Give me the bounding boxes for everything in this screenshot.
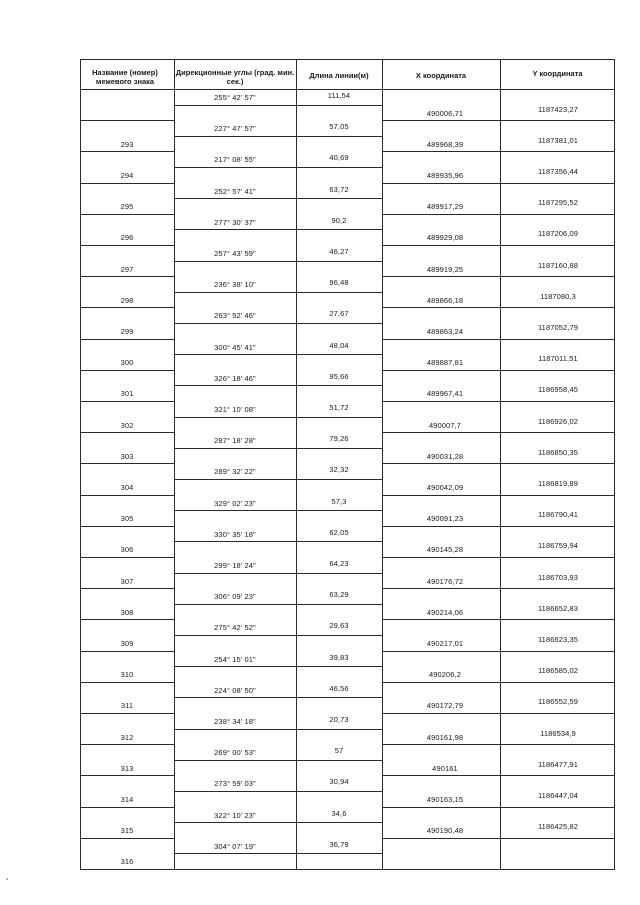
point-x: 490091,23 [426,514,464,524]
row-divider [174,261,382,262]
row-divider [80,651,174,652]
segment-angle: 326° 18' 46" [214,373,256,383]
segment-angle: 299° 18' 24" [214,561,256,570]
segment-length: 64,23 [329,559,349,568]
point-x: 489917,29 [426,202,464,212]
row-divider [80,588,174,589]
segment-length: 36,79 [329,839,349,849]
segment-length: 46,27 [329,247,349,256]
point-name: 306 [120,545,134,555]
table-border-bottom [80,869,615,870]
point-y: 1186850,35 [537,447,579,457]
point-name: 297 [120,264,134,274]
row-divider [382,838,615,839]
row-divider [80,463,174,464]
point-name: 312 [120,732,134,742]
row-divider [174,136,382,137]
point-x: 490161 [432,763,458,773]
segment-length: 90,2 [331,215,347,225]
column-divider [614,59,615,870]
row-divider [174,198,382,199]
row-divider [382,651,615,652]
segment-angle: 236° 38' 10" [214,280,256,290]
point-y: 1186703,93 [537,572,579,582]
point-x: 489935,96 [426,171,464,180]
point-x: 489919,25 [426,264,464,274]
segment-length: 27,67 [329,309,349,319]
segment-angle: 217° 08' 55" [214,155,256,165]
row-divider [80,744,174,745]
point-y: 1187295,52 [537,198,579,208]
point-x: 489863,24 [426,327,464,336]
segment-length: 46,56 [329,683,349,693]
row-divider [174,479,382,480]
point-x: 490206,2 [428,670,462,680]
row-divider [80,370,174,371]
segment-angle: 287° 18' 28" [214,436,256,446]
point-name: 296 [120,233,134,243]
segment-angle: 289° 32' 22" [214,467,256,477]
segment-length: 39,83 [329,652,349,662]
segment-length: 32,32 [329,465,349,475]
row-divider [174,729,382,730]
point-x: 490214,06 [426,607,464,617]
point-name: 315 [120,826,134,836]
point-x: 490042,09 [426,483,464,492]
point-y: 1187356,44 [537,167,579,176]
header-y: Y координата [532,69,583,78]
segment-length: 30,94 [329,777,349,787]
point-name: 294 [120,171,134,180]
point-name: 308 [120,607,134,617]
header-name: Название (номер) межевого знака [92,68,158,86]
row-divider [174,385,382,386]
point-x: 489968,39 [426,139,464,149]
point-y: 1186759,94 [537,541,579,551]
point-name: 303 [120,451,134,461]
row-divider [80,276,174,277]
row-divider [80,307,174,308]
point-x: 490176,72 [426,576,464,586]
point-name: 314 [120,795,134,804]
point-x: 490172,79 [426,701,464,711]
row-divider [174,541,382,542]
point-name: 301 [120,389,134,399]
row-divider [382,526,615,527]
point-name: 302 [120,420,134,430]
segment-angle: 263° 52' 46" [214,311,256,321]
row-divider [174,666,382,667]
row-divider [174,292,382,293]
point-x: 490006,71 [426,108,464,118]
scan-speck [6,878,8,880]
row-divider [382,401,615,402]
point-x: 490145,28 [426,545,464,555]
row-divider [382,432,615,433]
row-divider [174,697,382,698]
row-divider [80,619,174,620]
segment-angle: 300° 45' 41" [214,342,256,352]
segment-length: 20,73 [329,715,349,724]
segment-length: 34,6 [331,808,347,818]
row-divider [174,229,382,230]
point-name: 305 [120,514,134,524]
segment-length: 29,63 [329,621,349,631]
segment-length: 63,72 [329,184,349,194]
row-divider [382,339,615,340]
segment-angle: 273° 59' 03" [214,779,256,789]
point-y: 1187206,09 [537,229,579,239]
row-divider [174,822,382,823]
row-divider [382,807,615,808]
row-divider [382,619,615,620]
point-name: 293 [120,139,134,149]
row-divider [174,448,382,449]
coordinates-table [80,59,615,870]
row-divider [382,775,615,776]
row-divider [382,713,615,714]
row-divider [80,401,174,402]
point-y: 1186790,41 [537,510,579,520]
point-name: 316 [120,857,134,867]
header-angles: Дирекционные углы (град. мин. сек.) [175,68,295,86]
segment-angle: 257° 43' 59" [214,249,256,258]
point-y: 1186819,89 [537,479,579,488]
point-x: 490190,48 [426,826,464,836]
point-y: 1186534,9 [540,728,576,738]
table-border-top [80,59,615,60]
point-y: 1186926,02 [537,416,579,426]
point-x: 490163,15 [426,795,464,804]
point-y: 1186958,45 [537,385,579,395]
segment-angle: 254° 15' 01" [214,654,256,664]
row-divider [80,151,174,152]
segment-length: 48,04 [329,340,349,350]
row-divider [174,791,382,792]
segment-angle: 275° 42' 52" [214,623,256,633]
row-divider [382,214,615,215]
row-divider [80,807,174,808]
segment-length: 40,69 [329,153,349,163]
point-name: 295 [120,202,134,212]
row-divider [80,557,174,558]
point-y: 1187381,01 [537,135,579,145]
segment-length: 57 [334,746,344,756]
point-y: 1186623,35 [537,635,579,644]
point-name: 311 [120,701,134,711]
row-divider [80,432,174,433]
segment-length: 57,05 [329,122,349,132]
segment-length: 96,48 [329,278,349,288]
point-y: 1186425,82 [537,822,579,832]
segment-length: 57,3 [331,496,347,506]
point-y: 1187052,79 [537,323,579,332]
point-y: 1186552,59 [537,697,579,707]
segment-angle: 330° 35' 18" [214,529,256,539]
point-x: 490007,7 [428,420,462,430]
row-divider [80,838,174,839]
row-divider [174,417,382,418]
row-divider [174,573,382,574]
row-divider [382,744,615,745]
point-y: 1186477,91 [537,759,579,769]
point-x: 489967,41 [426,389,464,399]
row-divider [80,526,174,527]
segment-angle: 269° 00' 53" [214,748,256,758]
segment-angle: 304° 07' 19" [214,841,256,851]
point-y: 1187423,27 [537,104,579,114]
row-divider [382,120,615,121]
point-x: 490217,01 [426,639,464,648]
point-y: 1187160,88 [537,260,579,270]
column-divider [296,59,297,870]
segment-length: 111,54 [327,91,351,100]
row-divider [80,245,174,246]
segment-angle: 238° 34' 18" [214,717,256,726]
segment-angle: 252° 57' 41" [214,186,256,196]
row-divider [80,214,174,215]
segment-angle: 329° 02' 23" [214,498,256,508]
row-divider [174,604,382,605]
row-divider [382,557,615,558]
segment-angle: 322° 10' 23" [214,810,256,820]
point-name: 307 [120,576,134,586]
point-x: 489866,18 [426,295,464,305]
column-divider [500,59,501,870]
point-name: 309 [120,639,134,648]
point-y: 1187080,3 [540,291,576,301]
segment-length: 63,29 [329,590,349,600]
column-divider [382,59,383,870]
point-y: 1187011,51 [538,354,578,364]
point-x: 489887,81 [426,358,464,368]
row-divider [382,183,615,184]
row-divider [174,635,382,636]
row-divider [382,245,615,246]
point-name: 313 [120,763,134,773]
row-divider [382,276,615,277]
row-divider [174,510,382,511]
row-divider [174,323,382,324]
point-x: 490031,28 [426,451,464,461]
row-divider [174,853,382,854]
row-divider [80,713,174,714]
point-name: 298 [120,295,134,305]
segment-length: 95,66 [329,371,349,381]
column-divider [174,59,175,870]
header-x: X координата [415,71,467,80]
row-divider [80,120,174,121]
row-divider [80,339,174,340]
row-divider [174,760,382,761]
point-y: 1186652,83 [537,603,579,613]
point-name: 300 [120,358,134,368]
header-length: Длина линии(м) [309,71,369,80]
column-divider [80,59,81,870]
segment-length: 79,26 [329,434,349,444]
point-x: 489929,08 [426,233,464,243]
segment-angle: 255° 42' 57" [214,93,256,102]
header-divider [80,89,615,90]
row-divider [80,775,174,776]
segment-length: 62,05 [329,527,349,537]
point-name: 310 [120,670,134,680]
row-divider [174,167,382,168]
row-divider [382,307,615,308]
row-divider [174,354,382,355]
point-y: 1186447,04 [537,791,579,800]
row-divider [382,370,615,371]
point-name: 299 [120,327,134,336]
row-divider [80,682,174,683]
row-divider [80,183,174,184]
row-divider [382,588,615,589]
segment-angle: 277° 30' 37" [214,217,256,227]
row-divider [382,151,615,152]
point-name: 304 [120,483,134,492]
segment-angle: 227° 47' 57" [214,124,256,134]
segment-length: 51,72 [329,403,349,412]
segment-angle: 306° 09' 23" [214,592,256,602]
segment-angle: 321° 10' 08" [214,405,256,414]
row-divider [382,463,615,464]
row-divider [382,682,615,683]
segment-angle: 224° 08' 50" [214,685,256,695]
row-divider [174,105,382,106]
row-divider [382,495,615,496]
row-divider [80,495,174,496]
point-x: 490161,98 [426,732,464,742]
point-y: 1186585,02 [537,666,579,676]
